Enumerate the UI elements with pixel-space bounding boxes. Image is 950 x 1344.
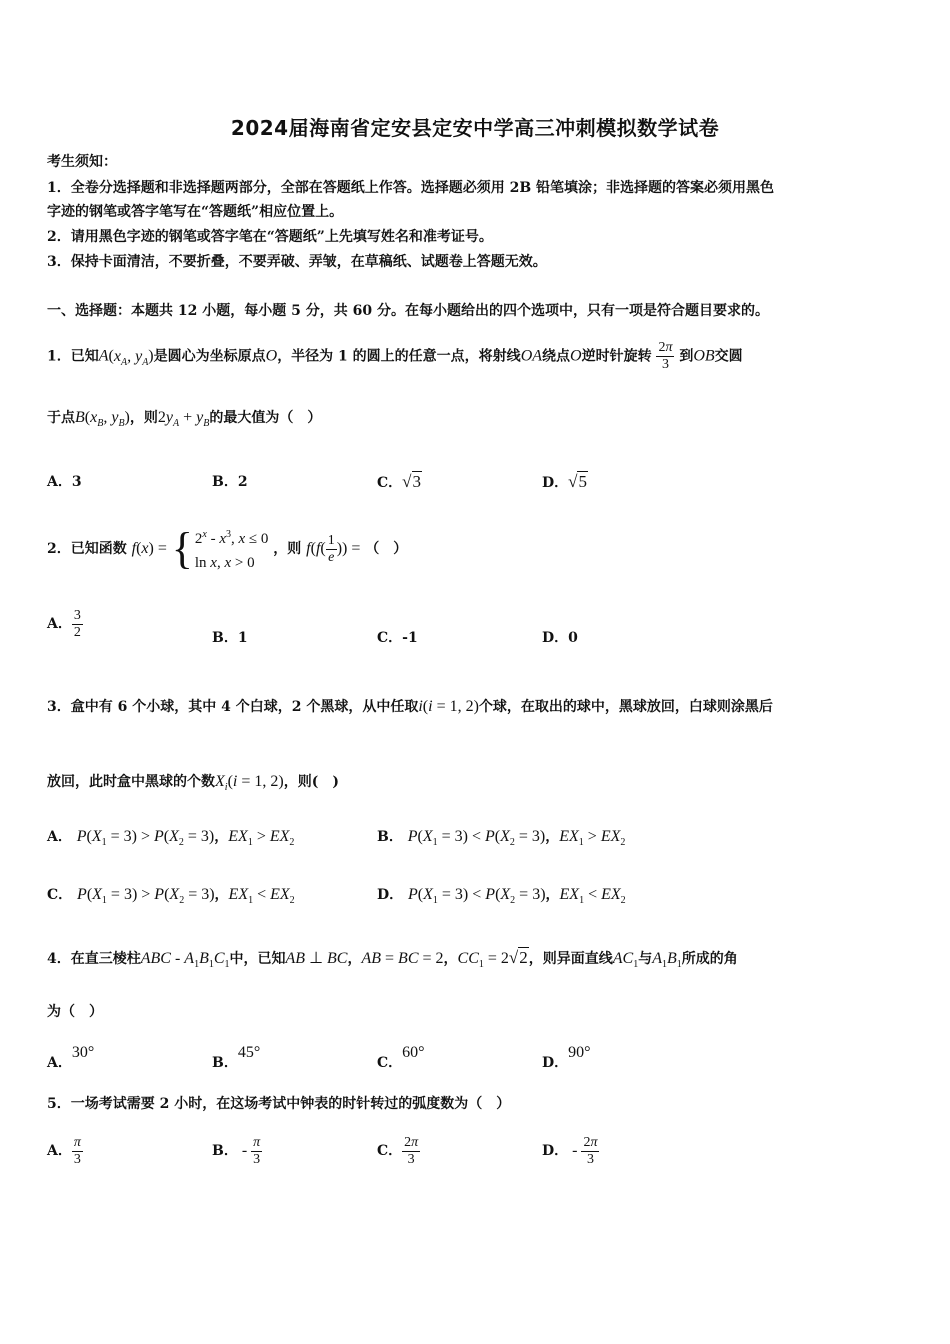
q3-option-c: C． $P(X_1 = 3) > P(X_2 = 3)$，$EX_1 < EX_2$ [47,886,295,907]
q1-option-d: D．√5 [542,472,587,491]
q2-option-b: B．1 [212,630,248,646]
notice-item-2: 2．请用黑色字迹的钢笔或答字笔在“答题纸”上先填写姓名和准考证号。 [47,229,493,245]
q3-option-b: B． $P(X_1 = 3) < P(X_2 = 3)$，$EX_1 > EX_2$ [377,828,626,849]
q2-option-c: C．-1 [377,630,418,646]
q4-option-a: A．30° [47,1044,95,1071]
q4-option-b: B．45° [212,1044,261,1071]
notice-item-3: 3．保持卡面清洁，不要折叠，不要弄破、弄皱，在草稿纸、试题卷上答题无效。 [47,254,547,270]
q2-option-d: D．0 [542,630,578,646]
q4-option-d: D．90° [542,1044,591,1071]
question-3-line-1: 3．盒中有 6 个小球，其中 4 个白球，2 个黑球，从中任取i(i = 1, 2)个球，在取出的球中，黑球放回，白球则涂黑后 [47,698,773,715]
notice-heading: 考生须知： [47,154,117,170]
q4-option-c: C．60° [377,1044,425,1071]
page-title: 2024届海南省定安县定安中学高三冲刺模拟数学试卷 [230,116,720,140]
question-4-line-2: 为（ ） [47,1004,103,1020]
question-5: 5．一场考试需要 2 小时，在这场考试中钟表的时针转过的弧度数为（ ） [47,1096,511,1112]
question-3-line-2: 放回，此时盒中黑球的个数$X_i(i = 1$, 2)，则( ) [47,773,339,794]
q5-option-d: D． - $\frac{2\pi}{3}$ [542,1134,598,1167]
notice-item-1b: 字迹的钢笔或答字笔写在“答题纸”相应位置上。 [47,204,344,220]
q1-option-a: A．3 [47,474,82,490]
q1-option-c: C．√3 [377,472,421,491]
question-4-line-1: 4．在直三棱柱ABC - $A_1B_1C_1$中，已知AB ⊥ BC，AB = BC = 2，$CC_1 = 2√2$，则异面直线$AC_1$与$A_1B_1$所成的角 [47,948,738,971]
section-heading: 一、选择题：本题共 12 小题，每小题 5 分，共 60 分。在每小题给出的四个选项中，只有一项是符合题目要求的。 [47,303,769,319]
q3-option-d: D． $P(X_1 = 3) < P(X_2 = 3)$，$EX_1 < EX_2$ [377,886,626,907]
q5-option-a: A． $\frac{\pi}{3}$ [47,1134,81,1167]
q2-option-a: A． $\frac{3}{2}$ [47,607,81,640]
question-1-line-2: 于点$B(x_B$, $y_B$)，则$2y_A + y_B$的最大值为（ ） [47,409,322,430]
question-2: 2．已知函数 f(x) = { $2^x - x^3$, x ≤ 0 ln x, x > 0 ，则 f(f( $\frac{1}{e}$ )) = （ ） [47,524,408,573]
q1-option-b: B．2 [212,474,248,490]
q5-option-c: C． $\frac{2\pi}{3}$ [377,1134,419,1167]
q5-option-b: B． - $\frac{\pi}{3}$ [212,1134,261,1167]
question-1-line-1: 1．已知$A(x_A$, $y_A$)是圆心为坐标原点O，半径为 1 的圆上的任意一点，将射线OA绕点O逆时针旋转 $\frac{2\pi}{3}$ 到OB交圆 [47,340,743,372]
notice-item-1a: 1．全卷分选择题和非选择题两部分，全部在答题纸上作答。选择题必须用 2B 铅笔填涂；非选择题的答案必须用黑色 [47,180,775,196]
q3-option-a: A． $P(X_1 = 3) > P(X_2 = 3)$，$EX_1 > EX_2$ [47,828,295,849]
